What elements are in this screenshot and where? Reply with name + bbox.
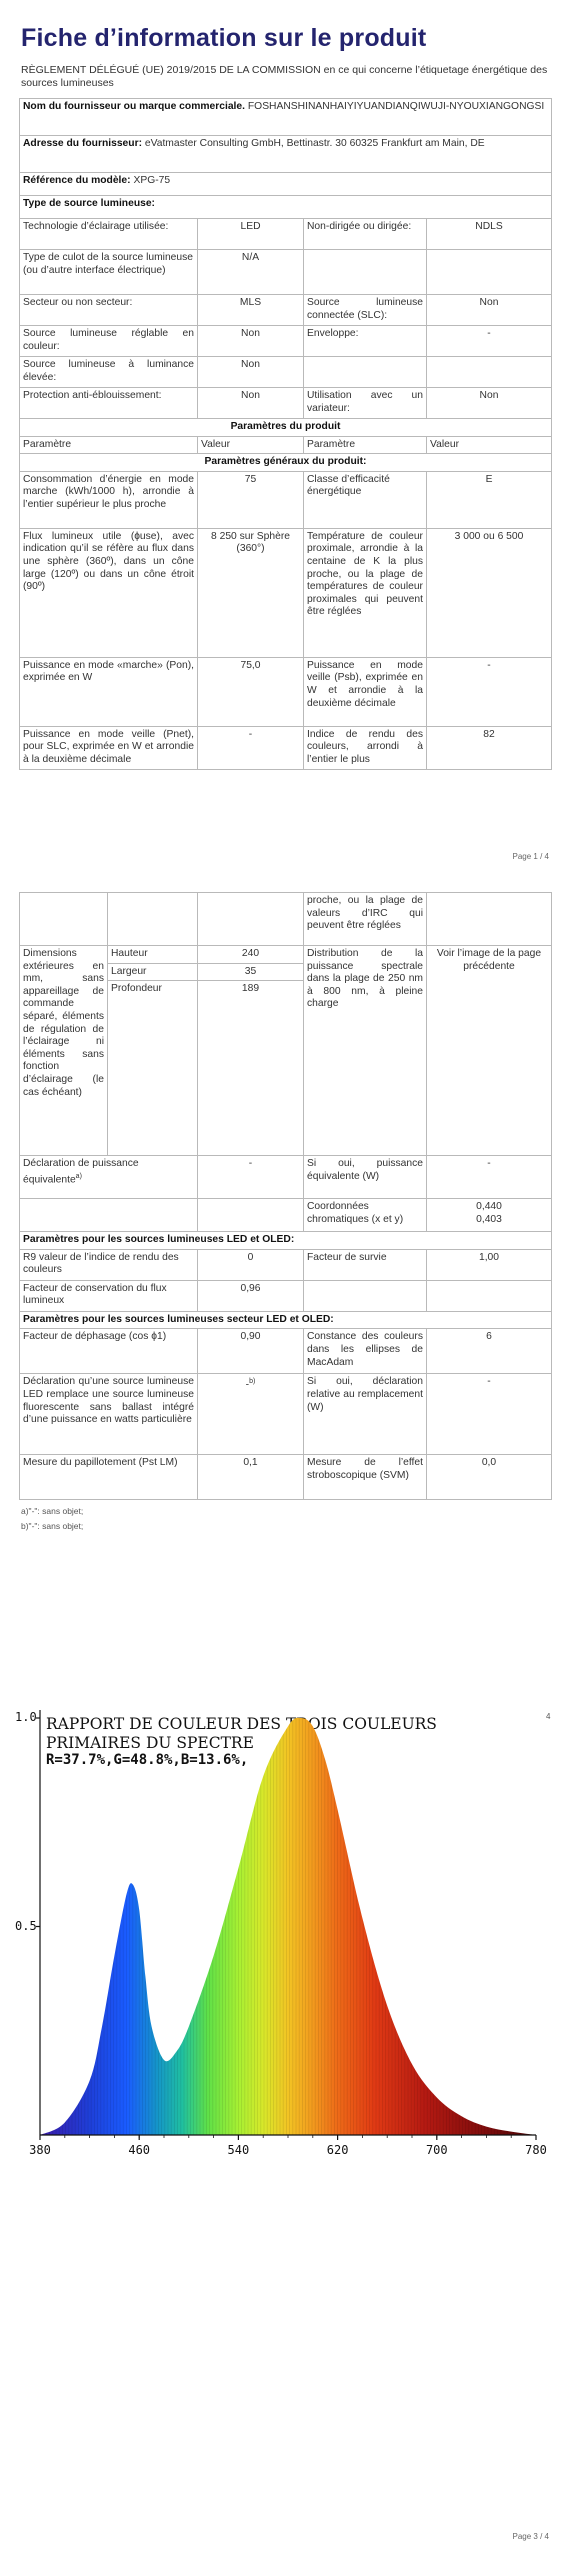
footnote-marker: a) <box>75 1172 82 1180</box>
param-label: Classe d’efficacité énergétique <box>304 471 427 528</box>
survival-value: 1,00 <box>427 1249 552 1280</box>
chart-title-line1: RAPPORT DE COULEUR DES TROIS COULEURS <box>46 1715 437 1733</box>
r9-row <box>20 1249 552 1280</box>
footnote-b: b)"-": sans objet; <box>21 1521 84 1531</box>
param-row <box>20 471 552 528</box>
model-label: Référence du modèle: <box>23 175 131 186</box>
param-label: Consommation d’énergie en mode marche (kWh/1000 h), arrondie à l’entier supérieur le plus proche <box>20 471 198 528</box>
corner-page-marker: 4 <box>546 1712 551 1721</box>
st-value: Non <box>427 295 552 326</box>
col-header-param: Paramètre <box>20 436 198 454</box>
dimensions-row <box>20 946 552 964</box>
param-value: - <box>427 657 552 726</box>
param-label: Flux lumineux utile (ɸuse), avec indication qu’il se réfère au flux dans une sphère (360º), dans un cône large (120º) ou dans un cône étroit (90º) <box>20 528 198 657</box>
param-label: Indice de rendu des couleurs, arrondi à l’entier le plus <box>304 726 427 769</box>
source-type-row <box>20 295 552 326</box>
product-info-table <box>19 98 552 770</box>
source-type-row <box>20 250 552 295</box>
macadam-label: Constance des couleurs dans les ellipses de MacAdam <box>304 1329 427 1374</box>
param-value: 75 <box>198 471 304 528</box>
chart-subtitle: R=37.7%,G=48.8%,B=13.6%, <box>46 1752 249 1768</box>
param-row <box>20 528 552 657</box>
st-label: Source lumineuse à luminance élevée: <box>20 357 198 388</box>
source-type-row <box>20 326 552 357</box>
st-label: Non-dirigée ou dirigée: <box>304 219 427 250</box>
model-value: XPG-75 <box>133 175 171 186</box>
chart-title-line2: PRIMAIRES DU SPECTRE <box>46 1734 254 1752</box>
displacement-row <box>20 1329 552 1374</box>
col-header-param: Paramètre <box>304 436 427 454</box>
st-value: Non <box>198 326 304 357</box>
param-label: Puissance en mode veille (Psb), exprimée en W et arrondie à la deuxième décimale <box>304 657 427 726</box>
st-value <box>427 250 552 295</box>
general-params-heading: Paramètres généraux du produit: <box>20 454 552 472</box>
param-value: 82 <box>427 726 552 769</box>
st-value: NDLS <box>427 219 552 250</box>
product-params-heading: Paramètres du produit <box>20 419 552 437</box>
dimension-name: Largeur <box>108 963 198 981</box>
cfl-r-label: Si oui, déclaration relative au remplacement (W) <box>304 1374 427 1455</box>
dimension-value: 35 <box>198 963 304 981</box>
spectral-label: Distribution de la puissance spectrale dans la plage de 250 nm à 800 nm, à pleine charge <box>304 946 427 1156</box>
spectral-value: Voir l’image de la page précédente <box>427 946 552 1156</box>
st-value: N/A <box>198 250 304 295</box>
param-value: 8 250 sur Sphère (360°) <box>198 528 304 657</box>
x-tick-label: 460 <box>128 2143 151 2157</box>
page-1 <box>0 0 567 868</box>
st-label: Enveloppe: <box>304 326 427 357</box>
product-info-table-continued <box>19 892 552 1500</box>
st-label: Secteur ou non secteur: <box>20 295 198 326</box>
supplier-label: Nom du fournisseur ou marque commerciale. <box>23 101 246 112</box>
document-title: Fiche d’information sur le produit <box>21 24 427 52</box>
flicker-value: 0,1 <box>198 1455 304 1500</box>
cfl-value: - <box>245 1379 250 1391</box>
cfl-r-value: - <box>427 1374 552 1455</box>
led-oled-heading: Paramètres pour les sources lumineuses LED et OLED: <box>20 1232 552 1250</box>
st-value: - <box>427 326 552 357</box>
param-label: Température de couleur proximale, arrondie à la centaine de K la plus proche, ou la plage de températures de couleur proximales qui peuvent être réglées <box>304 528 427 657</box>
flux-maintenance-value: 0,96 <box>198 1280 304 1311</box>
flicker-label: Mesure du papillotement (Pst LM) <box>20 1455 198 1500</box>
chromaticity-row <box>20 1199 552 1232</box>
equivalent-power-r-value: - <box>427 1156 552 1199</box>
address-value: eVatmaster Consulting GmbH, Bettinastr. 30 60325 Frankfurt am Main, DE <box>144 138 485 149</box>
param-row <box>20 726 552 769</box>
col-header-value: Valeur <box>198 436 304 454</box>
footnote-marker: b) <box>249 1378 256 1386</box>
led-oled-heading-row <box>20 1232 552 1250</box>
st-label <box>304 357 427 388</box>
supplier-row <box>20 99 552 136</box>
mains-heading: Paramètres pour les sources lumineuses secteur LED et OLED: <box>20 1311 552 1329</box>
x-tick-label: 620 <box>326 2143 349 2157</box>
param-row <box>20 657 552 726</box>
param-label: Puissance en mode «marche» (Pon), exprimée en W <box>20 657 198 726</box>
footnotes <box>21 1504 83 1534</box>
y-tick-label: 1.0 <box>15 1710 37 1724</box>
param-value: 3 000 ou 6 500 <box>427 528 552 657</box>
footnote-a: a)"-": sans objet; <box>21 1506 84 1516</box>
source-type-row <box>20 388 552 419</box>
continuation-row <box>20 893 552 946</box>
page-2 <box>0 892 567 1542</box>
regulation-text: RÈGLEMENT DÉLÉGUÉ (UE) 2019/2015 DE LA COMMISSION en ce qui concerne l’étiquetage énergétique des sources lumineuses <box>21 64 548 89</box>
st-label-note: (ou d’autre interface électrique) <box>23 264 166 276</box>
equivalent-power-value: - <box>198 1156 304 1199</box>
dimension-name: Profondeur <box>108 981 198 1156</box>
source-type-heading: Type de source lumineuse: <box>20 196 552 219</box>
svm-value: 0,0 <box>427 1455 552 1500</box>
st-label: Type de culot de la source lumineuse <box>23 252 193 263</box>
spectrum-area <box>40 1718 536 2135</box>
displacement-value: 0,90 <box>198 1329 304 1374</box>
model-row <box>20 173 552 196</box>
spectrum-chart <box>0 1660 567 2560</box>
macadam-value: 6 <box>427 1329 552 1374</box>
dimension-value: 189 <box>198 981 304 1156</box>
mains-heading-row <box>20 1311 552 1329</box>
page-number: Page 3 / 4 <box>512 2532 549 2541</box>
spectrum-plot <box>0 1660 567 2560</box>
product-params-heading-row <box>20 419 552 437</box>
st-label: Utilisation avec un variateur: <box>304 388 427 419</box>
st-label: Source lumineuse connectée (SLC): <box>304 295 427 326</box>
x-tick-label: 540 <box>227 2143 250 2157</box>
source-type-row <box>20 357 552 388</box>
x-tick-label: 700 <box>425 2143 448 2157</box>
param-value: - <box>198 726 304 769</box>
st-label: Protection anti-éblouissement: <box>20 388 198 419</box>
general-params-heading-row <box>20 454 552 472</box>
flux-maintenance-row <box>20 1280 552 1311</box>
param-value: 75,0 <box>198 657 304 726</box>
equivalent-power-r-label: Si oui, puissance équivalente (W) <box>304 1156 427 1199</box>
cri-continuation: proche, ou la plage de valeurs d’IRC qui peuvent être réglées <box>304 893 427 946</box>
chromaticity-label: Coordonnées chromatiques (x et y) <box>304 1199 427 1232</box>
param-value: E <box>427 471 552 528</box>
page-3 <box>0 1660 567 2560</box>
st-label <box>304 250 427 295</box>
r9-value: 0 <box>198 1249 304 1280</box>
cfl-replacement-row <box>20 1374 552 1455</box>
chromaticity-y: 0,403 <box>476 1213 502 1225</box>
supplier-value: FOSHANSHINANHAIYIYUANDIANQIWUJI-NYOUXIANGONGSI <box>247 101 545 112</box>
address-row <box>20 136 552 173</box>
displacement-label: Facteur de déphasage (cos ϕ1) <box>20 1329 198 1374</box>
r9-label: R9 valeur de l’indice de rendu des couleurs <box>20 1249 198 1280</box>
st-value: LED <box>198 219 304 250</box>
source-type-row <box>20 219 552 250</box>
survival-label: Facteur de survie <box>304 1249 427 1280</box>
x-tick-label: 380 <box>29 2143 51 2157</box>
flicker-row <box>20 1455 552 1500</box>
x-tick-label: 780 <box>525 2143 547 2157</box>
col-header-value: Valeur <box>427 436 552 454</box>
chromaticity-x: 0,440 <box>476 1201 502 1213</box>
dimensions-label: Dimensions extérieures en mm, sans appareillage de commande séparé, éléments de régulation de l’éclairage ni éléments sans fonction d’éclairage (le cas échéant) <box>20 946 108 1156</box>
st-value: Non <box>427 388 552 419</box>
flux-maintenance-label: Facteur de conservation du flux lumineux <box>20 1280 198 1311</box>
equivalent-power-row <box>20 1156 552 1199</box>
st-label: Technologie d’éclairage utilisée: <box>20 219 198 250</box>
st-value <box>427 357 552 388</box>
st-value: Non <box>198 357 304 388</box>
page-break-cover <box>0 846 567 868</box>
y-tick-label: 0.5 <box>15 1918 37 1933</box>
st-label: Source lumineuse réglable en couleur: <box>20 326 198 357</box>
st-value: MLS <box>198 295 304 326</box>
st-value: Non <box>198 388 304 419</box>
svm-label: Mesure de l’effet stroboscopique (SVM) <box>304 1455 427 1500</box>
column-header-row <box>20 436 552 454</box>
source-type-heading-row <box>20 196 552 219</box>
cfl-label: Déclaration qu’une source lumineuse LED remplace une source lumineuse fluorescente sans ballast intégré d’une puissance en watts particulière <box>20 1374 198 1455</box>
address-label: Adresse du fournisseur: <box>23 138 143 149</box>
param-label: Puissance en mode veille (Pnet), pour SLC, exprimée en W et arrondie à la deuxième décimale <box>20 726 198 769</box>
dimension-value: 240 <box>198 946 304 964</box>
page-number: Page 1 / 4 <box>512 852 549 861</box>
equivalent-power-label: Déclaration de puissance équivalente <box>23 1158 139 1186</box>
dimension-name: Hauteur <box>108 946 198 964</box>
